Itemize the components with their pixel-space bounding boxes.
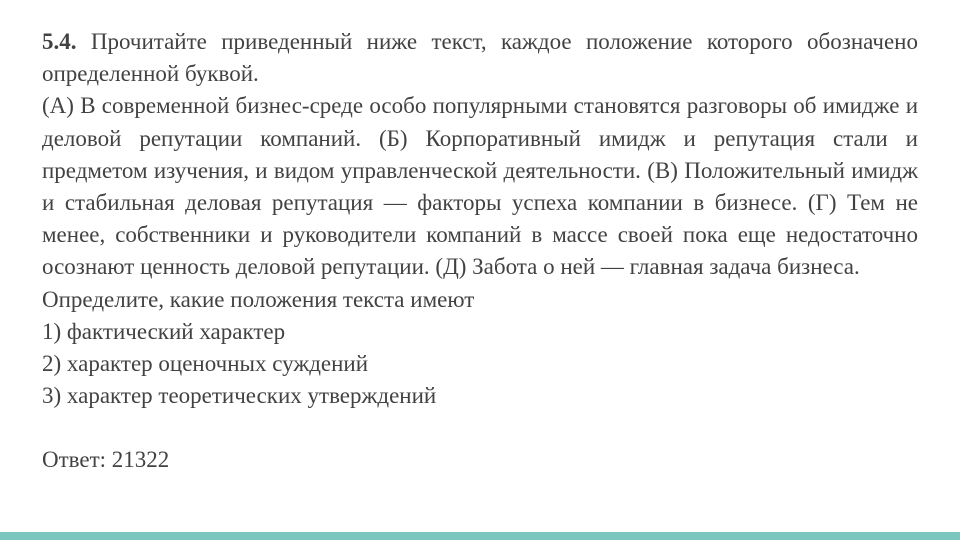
- task-question: Определите, какие положения текста имеют: [42, 286, 475, 312]
- task-number: 5.4.: [42, 29, 77, 54]
- task-content: [42, 26, 918, 477]
- option-1: 1) фактический характер: [42, 318, 286, 344]
- spacer: [42, 412, 918, 444]
- task-intro-paragraph: [42, 26, 918, 90]
- option-2: 2) характер оценочных суждений: [42, 351, 369, 377]
- task-intro: Прочитайте приведенный ниже текст, каждое положение которого обозначено определенной буквой.: [42, 29, 918, 87]
- task-passage: (А) В современной бизнес-среде особо популярными становятся разговоры об имидже и деловой репутации компаний. (Б) Корпоративный имидж и репутация стали и предметом изучения, и видом управленческой деятельности. (В) Положительный имидж и стабильная деловая репутация — факторы успеха компании в бизнесе. (Г) Тем не менее, собственники и руководители компаний в массе своей пока еще недостаточно осознают ценность деловой репутации. (Д) Забота о ней — главная задача бизнеса.: [42, 93, 918, 280]
- option-3: 3) характер теоретических утверждений: [42, 383, 437, 409]
- bottom-accent-bar: [0, 532, 960, 540]
- answer: Ответ: 21322: [42, 447, 170, 473]
